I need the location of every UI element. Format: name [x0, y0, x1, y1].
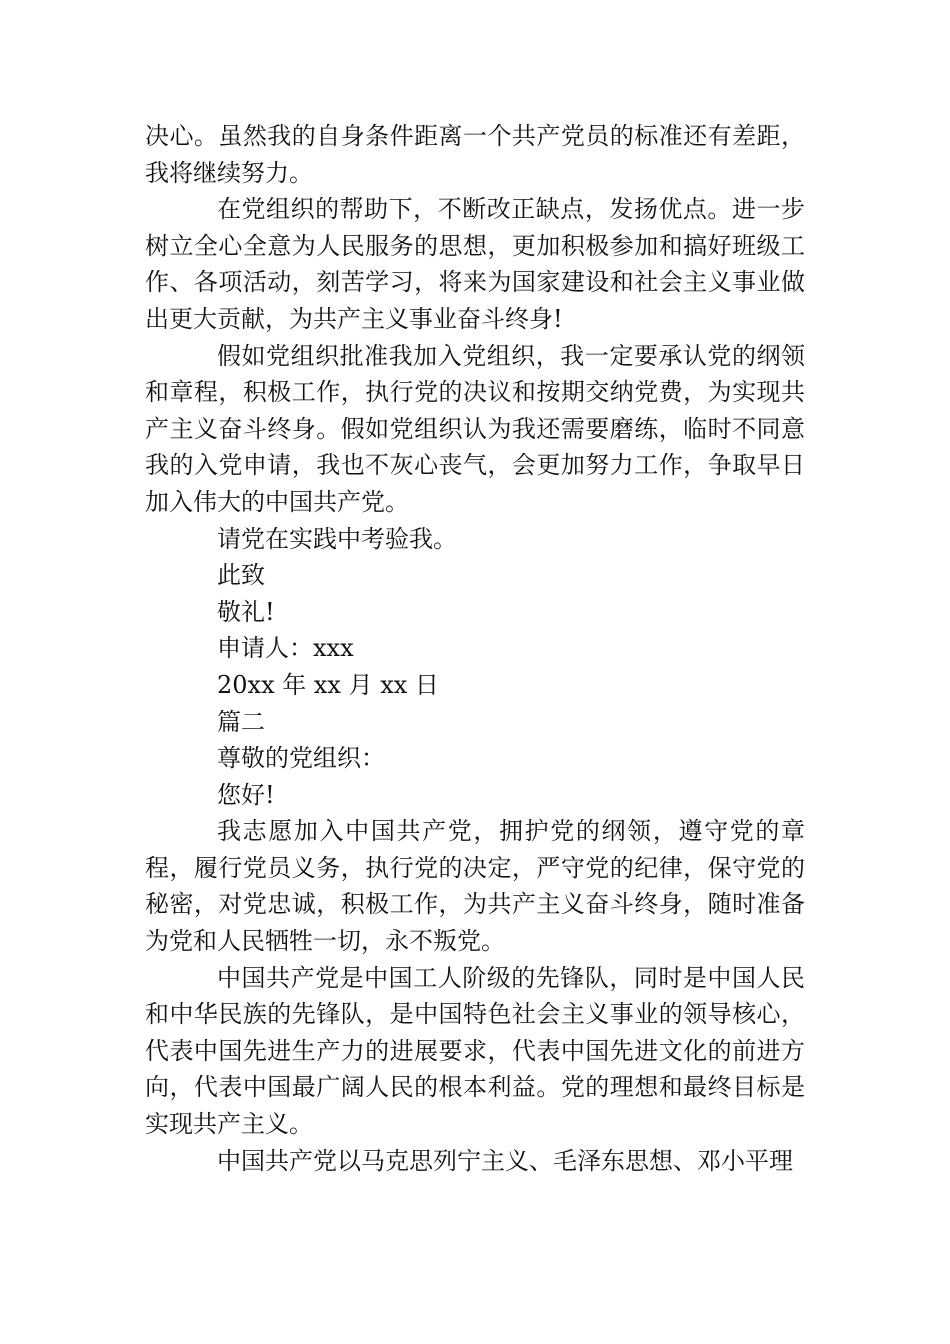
paragraph-self-improvement: 在党组织的帮助下，不断改正缺点，发扬优点。进一步树立全心全意为人民服务的思想，更加积极参加和搞好班级工作、各项活动，刻苦学习，将来为国家建设和社会主义事业做出更大贡献，为共产主义事业奋斗终身! [145, 195, 805, 333]
request-line: 请党在实践中考验我。 [217, 524, 457, 553]
letter-hello: 您好! [217, 780, 275, 809]
section-heading: 篇二 [217, 707, 265, 736]
paragraph-commitment: 假如党组织批准我加入党组织，我一定要承认党的纲领和章程，积极工作，执行党的决议和按期交纳党费，为实现共产主义奋斗终身。假如党组织认为我还需要磨练，临时不同意我的入党申请，我也不灰心丧气，会更加努力工作，争取早日加入伟大的中国共产党。 [145, 341, 805, 516]
closing-salutation: 此致 [217, 561, 265, 590]
paragraph-party-nature: 中国共产党是中国工人阶级的先锋队，同时是中国人民和中华民族的先锋队，是中国特色社会主义事业的领导核心，代表中国先进生产力的进展要求，代表中国先进文化的前进方向，代表中国最广阔人民的根本利益。党的理想和最终目标是实现共产主义。 [145, 963, 805, 1139]
paragraph-continuation: 决心。虽然我的自身条件距离一个共产党员的标准还有差距，我将继续努力。 [145, 122, 805, 187]
closing-respect: 敬礼! [217, 597, 275, 626]
paragraph-party-ideology: 中国共产党以马克思列宁主义、毛泽东思想、邓小平理 [217, 1146, 793, 1175]
applicant-signature: 申请人：xxx [217, 634, 354, 663]
paragraph-pledge: 我志愿加入中国共产党，拥护党的纲领，遵守党的章程，履行党员义务，执行党的决定，严守党的纪律，保守党的秘密，对党忠诚，积极工作，为共产主义奋斗终身，随时准备为党和人民牺牲一切，永不叛党。 [145, 817, 805, 956]
application-date: 20xx 年 xx 月 xx 日 [217, 670, 439, 699]
letter-greeting: 尊敬的党组织： [217, 744, 385, 773]
document-page [145, 118, 805, 1179]
